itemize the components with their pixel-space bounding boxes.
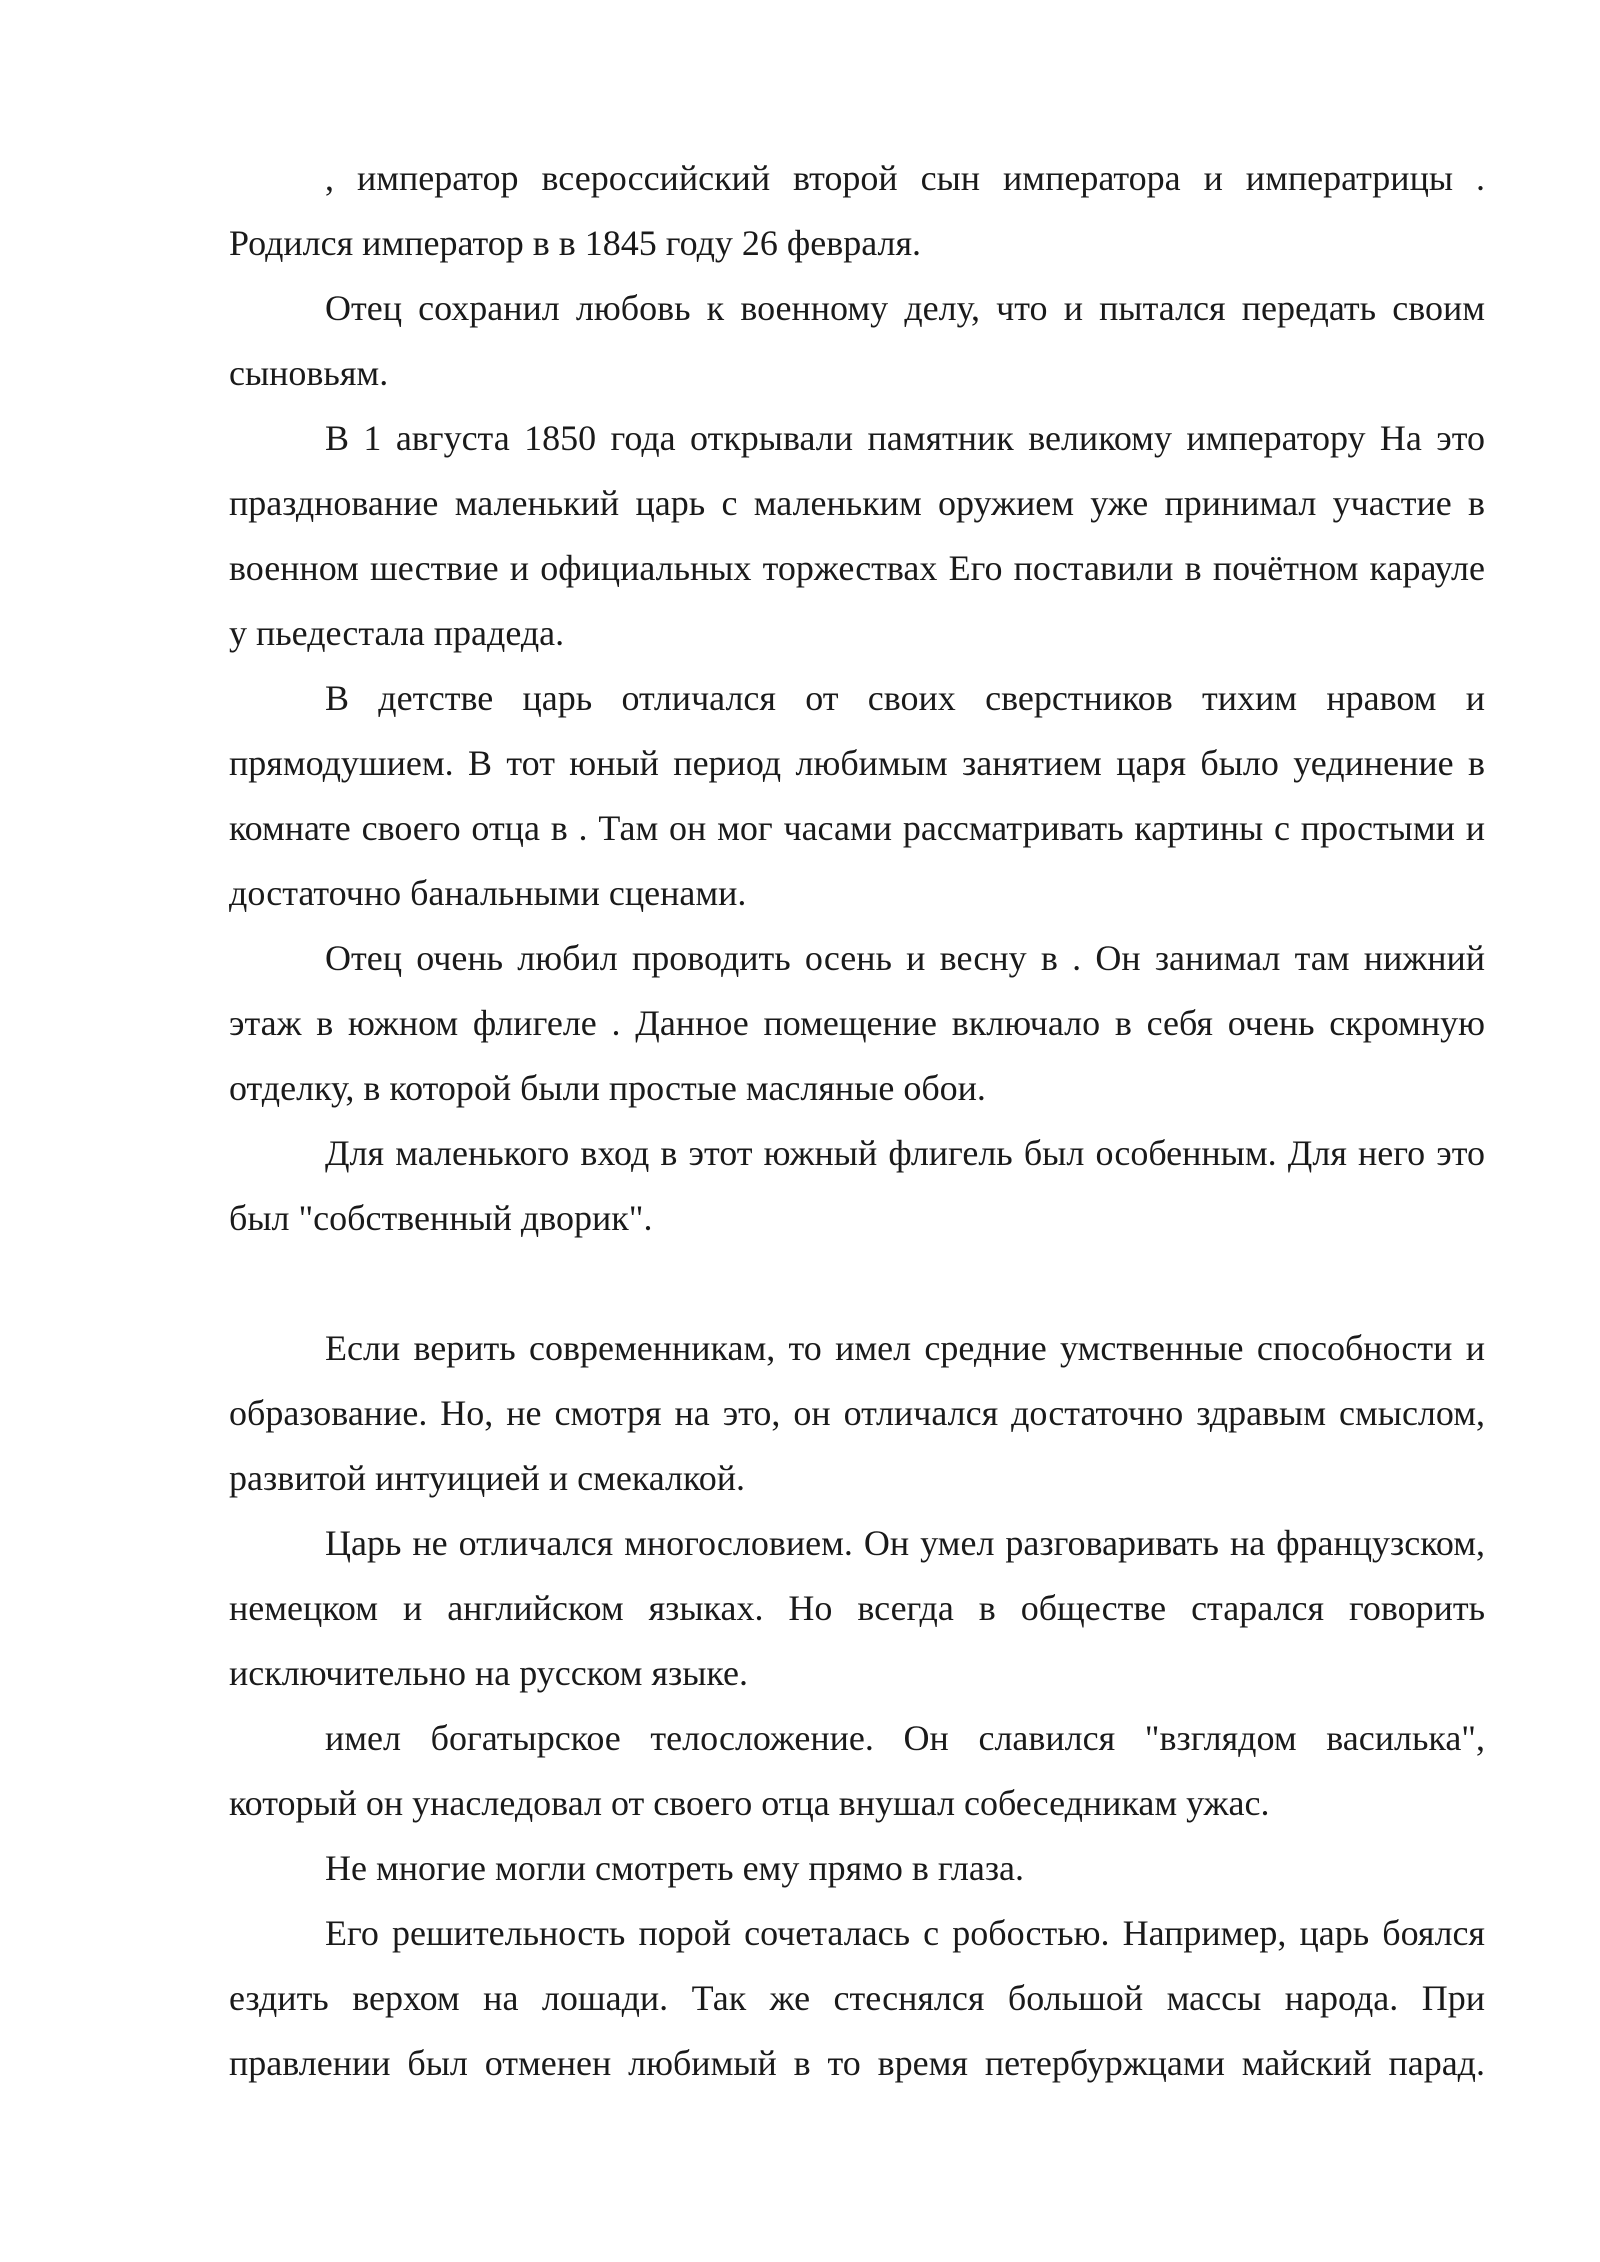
paragraph-2: Отец сохранил любовь к военному делу, что и пытался передать своим сыновьям. — [229, 288, 1485, 393]
paragraph-6: Для маленького вход в этот южный флигель был особенным. Для него это был "собственный дворик". — [229, 1133, 1485, 1238]
paragraph-5: Отец очень любил проводить осень и весну в . Он занимал там нижний этаж в южном флигеле . Данное помещение включало в себя очень скромную отделку, в которой были простые масляные обои. — [229, 938, 1485, 1108]
paragraph-11: Его решительность порой сочеталась с робостью. Например, царь боялся ездить верхом на лошади. Так же стеснялся большой массы народа. При правлении был отменен любимый в то время петербуржцами майский парад. — [229, 1913, 1485, 2083]
paragraph-1: , император всероссийский второй сын императора и императрицы . Родился император в в 1845 году 26 февраля. — [229, 158, 1485, 263]
paragraph-10: Не многие могли смотреть ему прямо в глаза. — [325, 1848, 1025, 1888]
paragraph-9: имел богатырское телосложение. Он славился "взглядом василька", который он унаследовал от своего отца внушал собеседникам ужас. — [229, 1718, 1485, 1823]
paragraph-8: Царь не отличался многословием. Он умел разговаривать на французском, немецком и английском языках. Но всегда в обществе старался говорить исключительно на русском языке. — [229, 1523, 1485, 1693]
empty-paragraph — [229, 1251, 1485, 1316]
paragraph-7: Если верить современникам, то имел средние умственные способности и образование. Но, не смотря на это, он отличался достаточно здравым смыслом, развитой интуицией и смекалкой. — [229, 1328, 1485, 1498]
document-body — [229, 146, 1485, 2096]
paragraph-4: В детстве царь отличался от своих сверстников тихим нравом и прямодушием. В тот юный период любимым занятием царя было уединение в комнате своего отца в . Там он мог часами рассматривать картины с простыми и достаточно банальными сценами. — [229, 678, 1485, 913]
paragraph-3: В 1 августа 1850 года открывали памятник великому императору На это празднование маленький царь с маленьким оружием уже принимал участие в военном шествие и официальных торжествах Его поставили в почётном карауле у пьедестала прадеда. — [229, 418, 1485, 653]
